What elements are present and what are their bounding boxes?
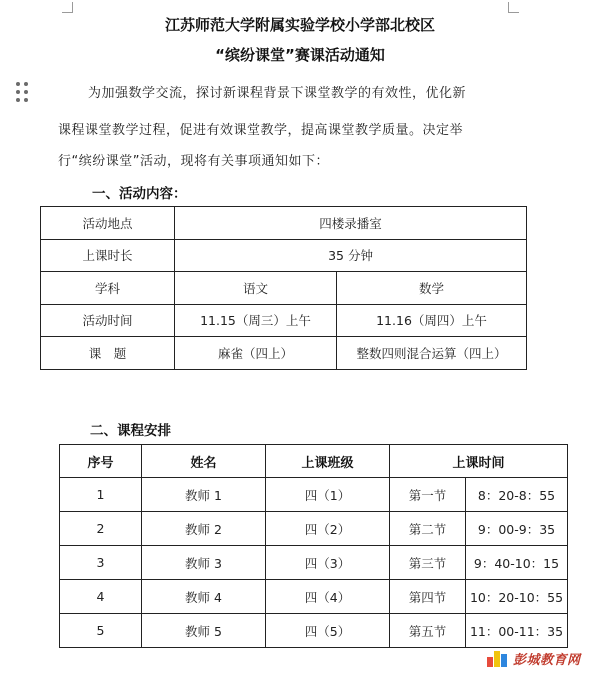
table-cell: 11：00-11：35 bbox=[466, 614, 568, 648]
table-cell: 5 bbox=[60, 614, 142, 648]
table-cell-label: 活动时间 bbox=[41, 304, 175, 337]
table-row bbox=[41, 207, 527, 240]
table-row bbox=[41, 304, 527, 337]
table-cell: 第一节 bbox=[390, 478, 466, 512]
schedule-table bbox=[59, 444, 568, 648]
table-cell: 四（5） bbox=[266, 614, 390, 648]
section-heading-schedule: 二、课程安排 bbox=[90, 423, 171, 439]
table-cell: 11.16（周四）上午 bbox=[337, 304, 527, 337]
table-cell: 教师 5 bbox=[142, 614, 266, 648]
table-cell: 3 bbox=[60, 546, 142, 580]
table-cell: 2 bbox=[60, 512, 142, 546]
drag-handle-icon[interactable] bbox=[16, 82, 30, 102]
table-row bbox=[60, 512, 568, 546]
table-cell-label: 活动地点 bbox=[41, 207, 175, 240]
document-title: 江苏师范大学附属实验学校小学部北校区 bbox=[164, 16, 435, 34]
table-row bbox=[60, 546, 568, 580]
logo-bar bbox=[487, 657, 493, 667]
table-cell: 9：00-9：35 bbox=[466, 512, 568, 546]
logo-bar bbox=[501, 654, 507, 667]
table-cell: 第四节 bbox=[390, 580, 466, 614]
table-cell: 35 分钟 bbox=[175, 239, 527, 272]
table-cell-label: 课 题 bbox=[41, 337, 175, 370]
table-row bbox=[41, 337, 527, 370]
table-row bbox=[60, 478, 568, 512]
table-cell: 教师 1 bbox=[142, 478, 266, 512]
section-heading-activity: 一、活动内容： bbox=[92, 186, 187, 202]
table-cell: 四（2） bbox=[266, 512, 390, 546]
table-cell: 8：20-8：55 bbox=[466, 478, 568, 512]
table-cell: 语文 bbox=[175, 272, 337, 305]
table-cell: 教师 2 bbox=[142, 512, 266, 546]
table-cell-label: 上课时长 bbox=[41, 239, 175, 272]
table-cell: 麻雀（四上） bbox=[175, 337, 337, 370]
activity-table bbox=[40, 206, 527, 370]
table-cell-label: 学科 bbox=[41, 272, 175, 305]
table-cell: 4 bbox=[60, 580, 142, 614]
table-cell: 第三节 bbox=[390, 546, 466, 580]
table-cell: 四（3） bbox=[266, 546, 390, 580]
table-row bbox=[41, 272, 527, 305]
table-header-row bbox=[60, 445, 568, 478]
table-cell: 第二节 bbox=[390, 512, 466, 546]
table-cell: 教师 3 bbox=[142, 546, 266, 580]
column-header: 序号 bbox=[60, 445, 142, 478]
page-corner-mark-right bbox=[508, 2, 519, 13]
watermark-text: 彭城教育网 bbox=[513, 652, 581, 668]
intro-paragraph-line-1: 为加强数学交流，探讨新课程背景下课堂教学的有效性，优化新 bbox=[88, 86, 467, 101]
table-cell: 10：20-10：55 bbox=[466, 580, 568, 614]
document-subtitle: “缤纷课堂”赛课活动通知 bbox=[215, 46, 385, 64]
table-row bbox=[60, 580, 568, 614]
logo-bars-icon bbox=[487, 647, 509, 669]
table-cell: 9：40-10：15 bbox=[466, 546, 568, 580]
column-header: 姓名 bbox=[142, 445, 266, 478]
table-cell: 四（4） bbox=[266, 580, 390, 614]
page-corner-mark-left bbox=[62, 2, 73, 13]
table-cell: 四楼录播室 bbox=[175, 207, 527, 240]
table-cell: 教师 4 bbox=[142, 580, 266, 614]
table-cell: 整数四则混合运算（四上） bbox=[337, 337, 527, 370]
table-cell: 四（1） bbox=[266, 478, 390, 512]
table-cell: 1 bbox=[60, 478, 142, 512]
table-cell: 第五节 bbox=[390, 614, 466, 648]
column-header: 上课时间 bbox=[390, 445, 568, 478]
logo-bar bbox=[494, 651, 500, 667]
table-row bbox=[41, 239, 527, 272]
watermark-logo bbox=[487, 645, 581, 671]
column-header: 上课班级 bbox=[266, 445, 390, 478]
intro-paragraph-line-2: 课程课堂教学过程，促进有效课堂教学，提高课堂教学质量。决定举 bbox=[58, 123, 464, 138]
table-cell: 11.15（周三）上午 bbox=[175, 304, 337, 337]
intro-paragraph-line-3: 行“缤纷课堂”活动，现将有关事项通知如下： bbox=[58, 154, 329, 169]
table-row bbox=[60, 614, 568, 648]
table-cell: 数学 bbox=[337, 272, 527, 305]
